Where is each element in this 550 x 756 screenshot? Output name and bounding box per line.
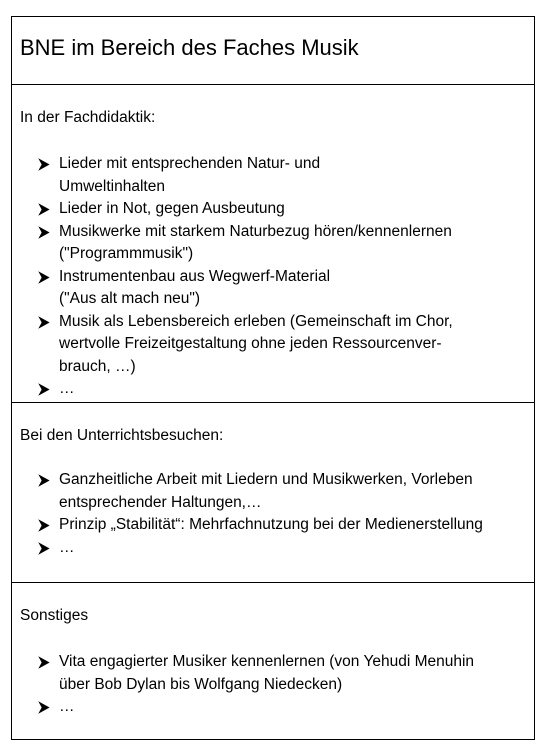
section-heading-sonstiges: Sonstiges: [20, 607, 89, 624]
list-item-text: wertvolle Freizeitgestaltung ohne jeden Ressourcenver-: [59, 335, 442, 352]
list-item-text: Vita engagierter Musiker kennenlernen (von Yehudi Menuhin: [59, 653, 475, 670]
list-item-text: entsprechender Haltungen,…: [59, 493, 262, 511]
section-divider: [12, 582, 534, 583]
list-item-text: …: [59, 380, 75, 397]
list-item-text: Instrumentenbau aus Wegwerf-Material: [59, 267, 331, 285]
list-item: [38, 153, 453, 198]
section-heading-unterrichtsbesuche: Bei den Unterrichtsbesuchen:: [20, 427, 224, 444]
section-divider: [12, 84, 534, 85]
list-item-text: ("Programmmusik"): [59, 245, 194, 262]
list-item: [38, 651, 474, 696]
list-item: [38, 469, 483, 514]
list-item: [38, 514, 483, 537]
list-item-text: Musikwerke mit starkem Naturbezug hören/kennenlernen: [59, 222, 452, 240]
document-title: BNE im Bereich des Faches Musik: [20, 35, 359, 60]
list-item: [38, 378, 453, 401]
list-item-text: Ganzheitliche Arbeit mit Liedern und Musikwerken, Vorleben: [59, 471, 473, 488]
list-item: [38, 266, 453, 311]
list-item-text: über Bob Dylan bis Wolfgang Niedecken): [59, 675, 343, 693]
list-item-text: Umweltinhalten: [59, 177, 165, 195]
document-box: [11, 16, 535, 740]
list-item-text: Prinzip „Stabilität“: Mehrfachnutzung bei der Medienerstellung: [59, 516, 483, 533]
list-item-text: Musik als Lebensbereich erleben (Gemeinschaft im Chor,: [59, 312, 453, 330]
list-item-text: Lieder in Not, gegen Ausbeutung: [59, 200, 285, 217]
list-item-text: brauch, …): [59, 357, 136, 375]
list-item: [38, 221, 453, 266]
list-item: [38, 311, 453, 379]
list-item: [38, 537, 483, 560]
list-sonstiges: [38, 651, 474, 719]
list-item-text: Lieder mit entsprechenden Natur- und: [59, 155, 321, 172]
list-item-text: …: [59, 698, 75, 715]
list-fachdidaktik: [38, 153, 453, 401]
section-heading-fachdidaktik: In der Fachdidaktik:: [20, 109, 156, 126]
list-item-text: ("Aus alt mach neu"): [59, 290, 201, 307]
list-item: [38, 696, 474, 719]
section-divider: [12, 402, 534, 403]
list-unterrichtsbesuche: [38, 469, 483, 559]
list-item-text: …: [59, 538, 75, 556]
list-item: [38, 198, 453, 221]
